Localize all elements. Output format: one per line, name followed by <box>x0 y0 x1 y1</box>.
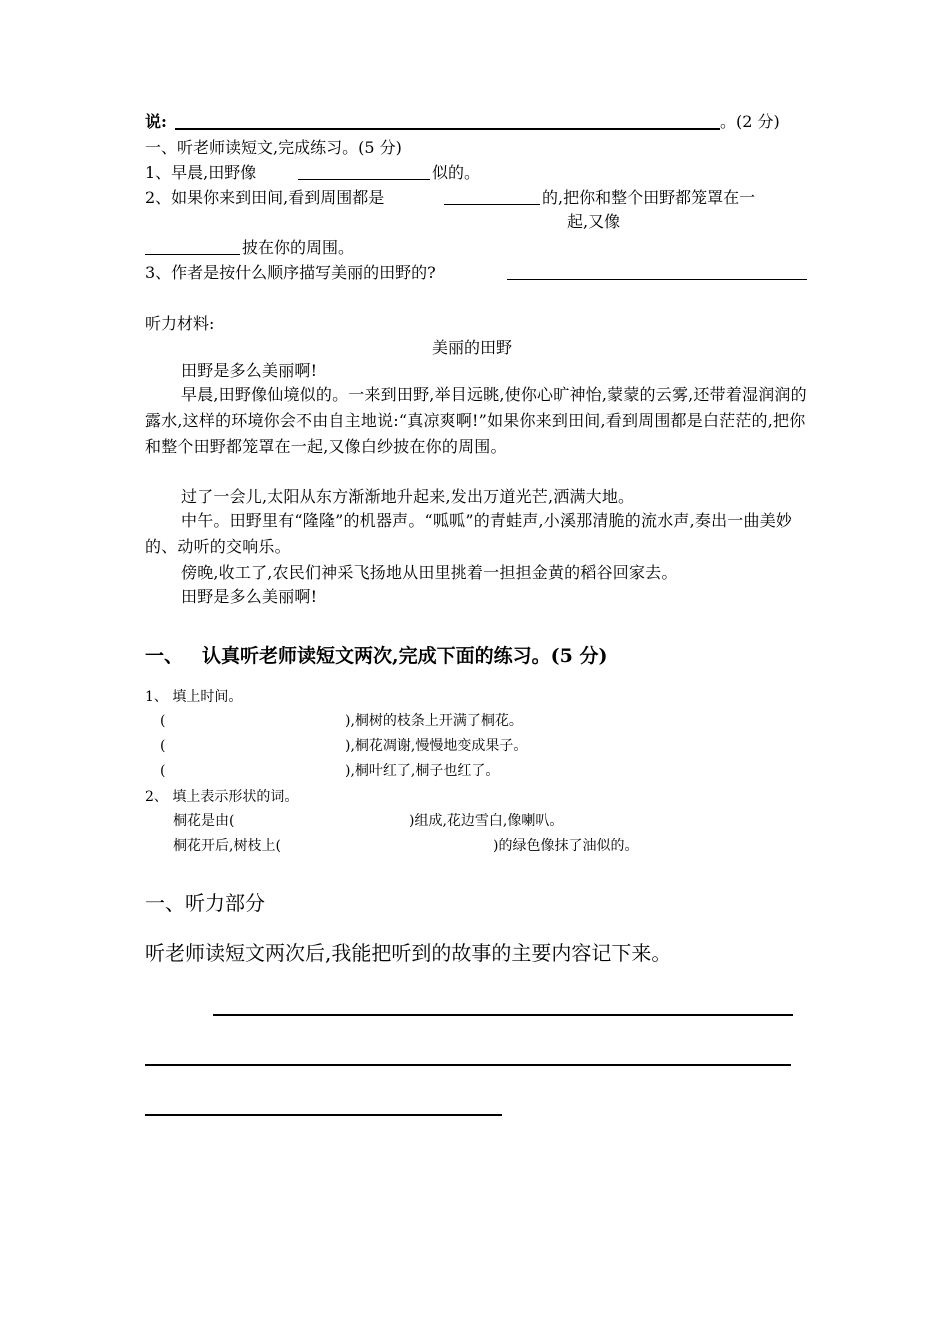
time-row-open: ( <box>160 738 166 754</box>
answer-line-q1[interactable] <box>298 179 430 180</box>
time-row-open: ( <box>160 763 166 779</box>
article-paragraph: 中午。田野里有“隆隆”的机器声。“呱呱”的青蛙声,小溪那清脆的流水声,奏出一曲美妙的、动听的交响乐。 <box>145 511 793 556</box>
answer-line-q3[interactable] <box>507 279 807 280</box>
question-1-prefix: 1、早晨,田野像 <box>145 163 257 182</box>
answer-line-q2a[interactable] <box>444 204 540 205</box>
answer-line-1[interactable] <box>213 1014 793 1016</box>
question-2-end: 披在你的周围。 <box>242 238 355 257</box>
answer-line-q2b[interactable] <box>145 254 240 255</box>
shape-row-open: 桐花开后,树枝上( <box>173 838 281 854</box>
article-paragraph: 田野是多么美丽啊! <box>181 587 318 606</box>
shuo-label: 说: <box>145 112 167 131</box>
instruction-text: 听老师读短文两次后,我能把听到的故事的主要内容记下来。 <box>145 941 672 965</box>
section-heading-listening-3: 一、听力部分 <box>145 891 265 915</box>
time-row-text: ),桐花凋谢,慢慢地变成果子。 <box>345 738 528 754</box>
section-heading-num: 一、 <box>145 645 184 667</box>
question-2-middle: 的,把你和整个田野都笼罩在一 <box>542 188 756 207</box>
article-paragraph: 傍晚,收工了,农民们神采飞扬地从田里挑着一担担金黄的稻谷回家去。 <box>181 563 678 582</box>
answer-line-2[interactable] <box>145 1064 791 1066</box>
question-2-wrap: 起,又像 <box>567 212 621 231</box>
shape-row-text: )组成,花边雪白,像喇叭。 <box>409 813 564 829</box>
section-heading-listening-1: 一、听老师读短文,完成练习。(5 分) <box>145 138 402 157</box>
answer-line-3[interactable] <box>145 1114 502 1116</box>
article-paragraph: 早晨,田野像仙境似的。一来到田野,举目远眺,使你心旷神怡,蒙蒙的云雾,还带着湿润润的露水,这样的环境你会不由自主地说:“真凉爽啊!”如果你来到田间,看到周围都是白茫茫的,把你和整个田野都笼罩在一起,又像白纱披在你的周围。 <box>145 385 807 456</box>
time-row-text: ),桐叶红了,桐子也红了。 <box>345 763 500 779</box>
article-paragraph: 过了一会儿,太阳从东方渐渐地升起来,发出万道光芒,洒满大地。 <box>181 487 635 506</box>
question-3: 3、作者是按什么顺序描写美丽的田野的? <box>145 263 436 282</box>
question-2-prefix: 2、如果你来到田间,看到周围都是 <box>145 188 385 207</box>
material-label: 听力材料: <box>145 314 215 333</box>
article-title: 美丽的田野 <box>432 338 513 357</box>
time-row-open: ( <box>160 713 166 729</box>
shape-row-text: )的绿色像抹了油似的。 <box>493 838 639 854</box>
shuo-score: 。(2 分) <box>720 112 780 131</box>
article-paragraph: 田野是多么美丽啊! <box>181 361 318 380</box>
fill-shape-label: 2、 填上表示形状的词。 <box>145 789 299 805</box>
fill-time-label: 1、 填上时间。 <box>145 689 243 705</box>
question-1-suffix: 似的。 <box>432 163 481 182</box>
time-row-text: ),桐树的枝条上开满了桐花。 <box>345 713 523 729</box>
shape-row-open: 桐花是由( <box>173 813 235 829</box>
section-heading-listening-2: 认真听老师读短文两次,完成下面的练习。(5 分) <box>202 645 608 667</box>
answer-line-shuo[interactable] <box>175 128 720 130</box>
